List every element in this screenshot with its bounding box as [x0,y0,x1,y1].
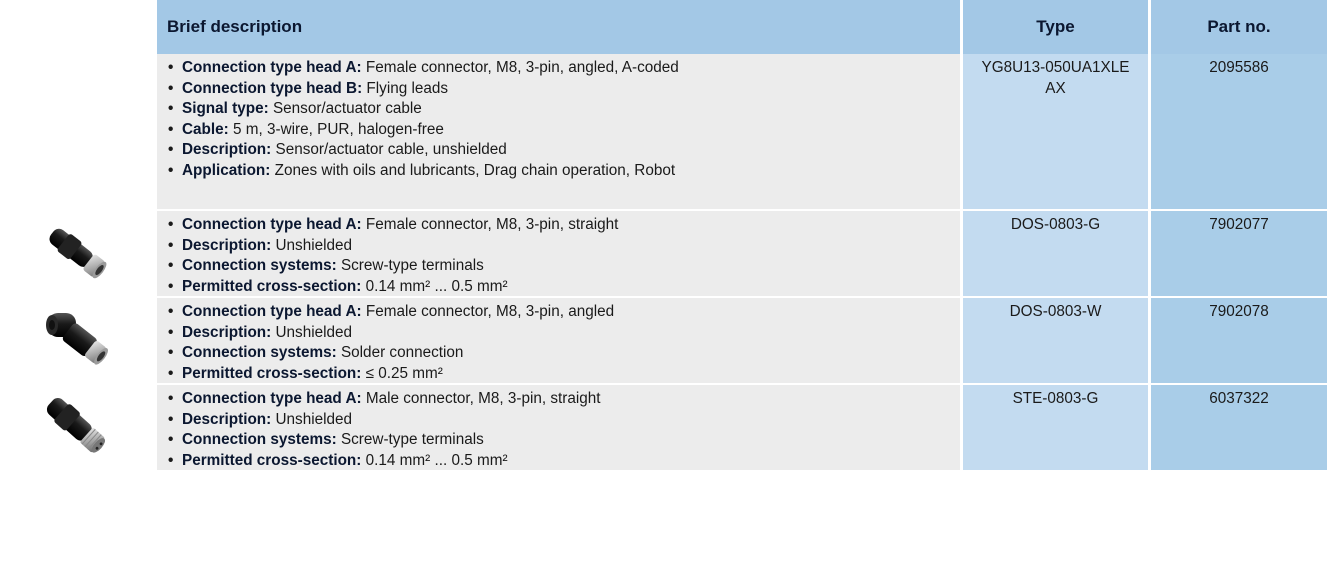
header-brief-description: Brief description [157,0,960,54]
spec-item [167,364,950,385]
spec-value: ≤ 0.25 mm² [361,364,443,382]
spec-value: Sensor/actuator cable, unshielded [271,141,507,158]
spec-label: Connection type head A: [182,390,362,407]
part-no-cell [1151,54,1327,211]
spec-value: 0.14 mm² ... 0.5 mm² [361,451,508,469]
spec-value: Female connector, M8, 3-pin, angled [361,303,615,320]
spec-item [167,256,950,277]
spec-value: Screw-type terminals [336,257,484,274]
spec-item [167,410,950,431]
spec-item [167,277,950,298]
spec-item [167,140,950,161]
spec-label: Description: [182,141,272,158]
product-image-cell [0,211,157,298]
spec-label: Permitted cross-section: [182,277,362,295]
spec-item [167,451,950,472]
spec-label: Signal type: [182,100,269,117]
part-no-cell [1151,385,1327,472]
spec-list [167,302,950,384]
spec-item [167,99,950,120]
type-value: DOS-0803-G [1010,216,1101,233]
spec-value: Female connector, M8, 3-pin, angled, A-coded [361,59,679,76]
part-no-value: 7902077 [1209,216,1269,233]
spec-label: Cable: [182,120,229,138]
type-cell [963,385,1148,472]
spec-item [167,323,950,344]
spec-label: Connection systems: [182,257,337,274]
spec-label: Permitted cross-section: [182,451,362,469]
spec-item [167,79,950,100]
spec-list [167,389,950,471]
type-value: STE-0803-G [1012,390,1099,407]
product-image-cell [0,385,157,472]
spec-item [167,343,950,364]
spec-item [167,120,950,141]
spec-label: Connection systems: [182,344,337,361]
spec-item [167,161,950,182]
spec-label: Permitted cross-section: [182,364,362,382]
spec-label: Connection type head A: [182,59,362,76]
spec-label: Connection systems: [182,431,337,448]
part-no-cell [1151,211,1327,298]
spec-label: Connection type head A: [182,303,362,320]
spec-label: Connection type head B: [182,79,363,97]
type-value: DOS-0803-W [1009,303,1102,320]
part-no-value: 6037322 [1209,390,1269,407]
spec-label: Description: [182,236,272,254]
type-value: YG8U13-050UA1XLEAX [981,59,1130,97]
type-cell [963,54,1148,211]
description-cell [157,54,960,211]
spec-label: Connection type head A: [182,216,362,233]
product-image-cell [0,54,157,211]
spec-item [167,215,950,236]
header-image-column [0,0,157,54]
spec-label: Description: [182,410,272,428]
type-cell [963,211,1148,298]
spec-value: Unshielded [271,323,353,341]
description-cell [157,298,960,385]
spec-value: Flying leads [362,79,449,97]
type-cell [963,298,1148,385]
header-part-no: Part no. [1151,0,1327,54]
spec-value: Male connector, M8, 3-pin, straight [361,390,601,407]
straight-female-connector-icon [39,218,119,290]
spec-value: Unshielded [271,410,353,428]
spec-item [167,302,950,323]
spec-label: Description: [182,323,272,341]
description-cell [157,211,960,298]
straight-male-connector-icon [37,388,121,468]
part-no-value: 7902078 [1209,303,1269,320]
part-no-cell [1151,298,1327,385]
spec-value: Female connector, M8, 3-pin, straight [361,216,619,233]
spec-value: Sensor/actuator cable [268,100,422,117]
spec-value: Unshielded [271,236,353,254]
header-type: Type [963,0,1148,54]
spec-value: Solder connection [336,344,464,361]
spec-item [167,58,950,79]
spec-item [167,430,950,451]
spec-value: 5 m, 3-wire, PUR, halogen-free [228,120,444,138]
spec-value: Screw-type terminals [336,431,484,448]
product-image-cell [0,298,157,385]
description-cell [157,385,960,472]
spec-value: 0.14 mm² ... 0.5 mm² [361,277,508,295]
spec-list [167,215,950,297]
spec-list [167,58,950,181]
spec-item [167,236,950,257]
angled-female-connector-icon [34,303,124,379]
spec-label: Application: [182,161,271,179]
spec-value: Zones with oils and lubricants, Drag chain operation, Robot [270,161,676,179]
part-no-value: 2095586 [1209,59,1269,76]
spec-item [167,389,950,410]
